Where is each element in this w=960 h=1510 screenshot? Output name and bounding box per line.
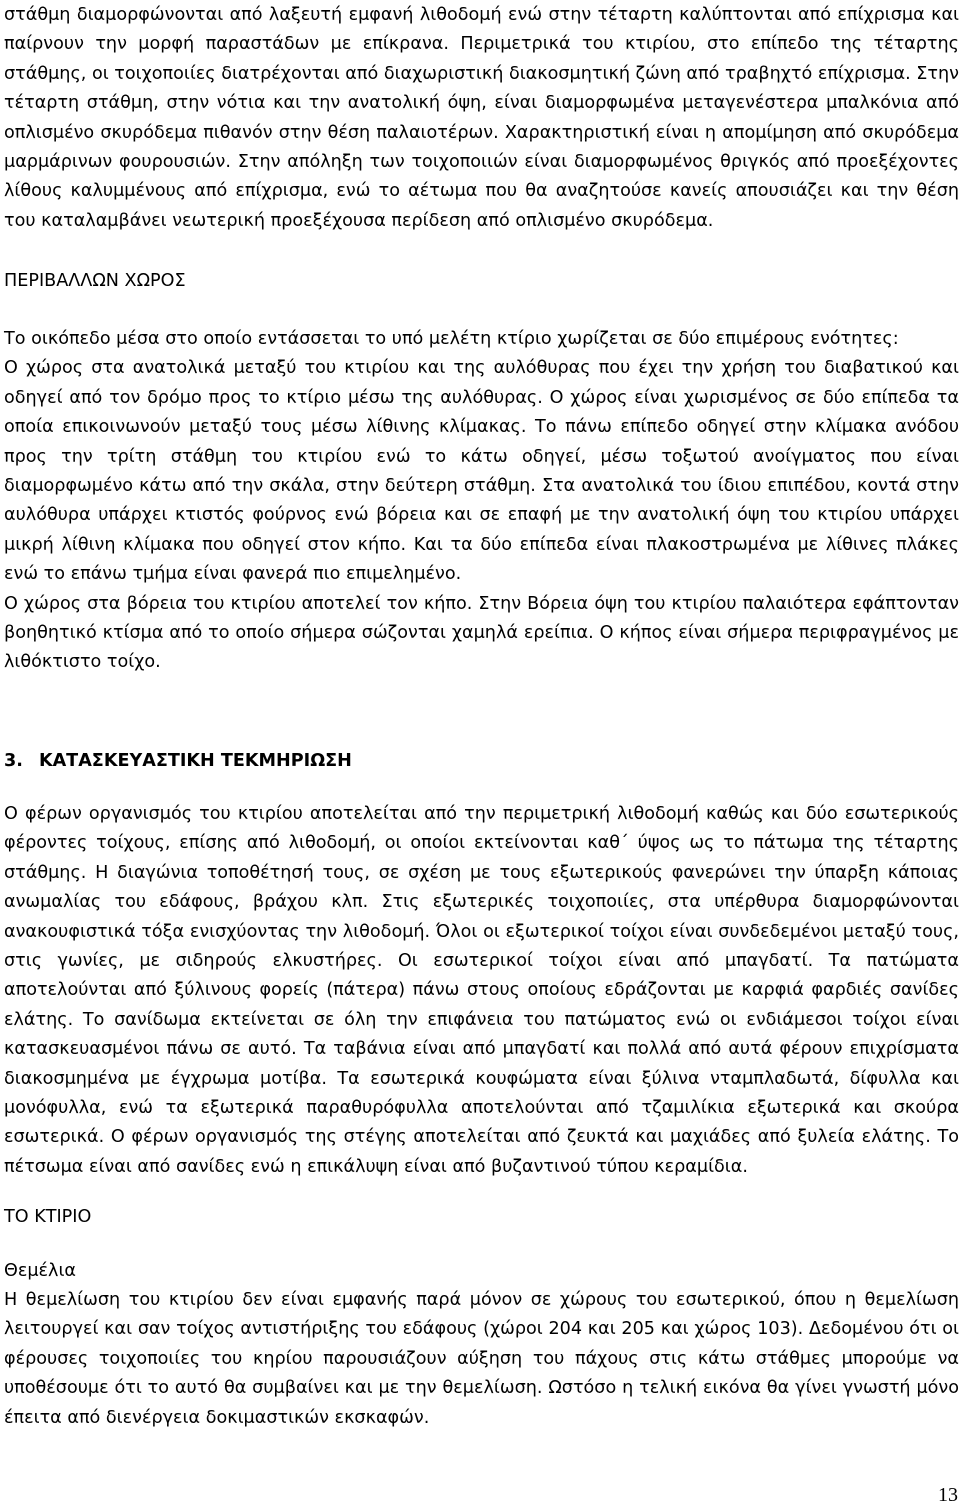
section-number: 3.: [4, 751, 23, 771]
foundations-subheading: Θεμέλια: [4, 1261, 77, 1281]
foundations-paragraph: [4, 1286, 959, 1433]
building-heading: ΤΟ ΚΤΙΡΙΟ: [4, 1207, 92, 1227]
environment-heading: ΠΕΡΙΒΑΛΛΩΝ ΧΩΡΟΣ: [4, 271, 186, 291]
paragraph-text: στάθμη διαμορφώνονται από λαξευτή εμφανή λιθοδομή ενώ στην τέταρτη καλύπτονται από επίχρισμα και παίρνουν την μορφή παραστάδων με επίκρανα. Περιμετρικά του κτιρίου, στο επίπεδο της τέταρτης στάθμης, οι τοιχοποιίες διατρέχονται από διαχωριστική διακοσμητική ζώνη από τραβηχτό επίχρισμα. Στην τέταρτη στάθμη, στην νότια και την ανατολική όψη, είναι διαμορφωμένα μεταγενέστερα μπαλκόνια από οπλισμένο σκυρόδεμα πιθανόν στην θέση παλαιοτέρων. Χαρακτηριστική είναι η απομίμηση από σκυρόδεμα μαρμάρινων φουρουσιών. Στην απόληξη των τοιχοποιιών είναι διαμορφωμένος θριγκός από προεξέχοντες λίθους καλυμμένους από επίχρισμα, ενώ το αέτωμα που θα αναζητούσε κανείς απουσιάζει και την θέση του καταλαμβάνει νεωτερική προεξέχουσα περίδεση από οπλισμένο σκυρόδεμα.: [4, 5, 959, 231]
page-number: 13: [938, 1484, 958, 1506]
construction-heading: [4, 747, 352, 776]
paragraph-text: Η θεμελίωση του κτιρίου δεν είναι εμφανής παρά μόνον σε χώρους του εσωτερικού, όπου η θεμελίωση λειτουργεί και σαν τοίχος αντιστήριξης του εδάφους (χώροι 204 και 205 και χώρος 103). Δεδομένου ότι οι φέρουσες τοιχοποιίες του κηρίου παρουσιάζουν αύξηση του πάχους στις κάτω στάθμες μπορούμε να υποθέσουμε ότι το αυτό θα συμβαίνει και με την θεμελίωση. Ωστόσο η τελική εικόνα θα γίνει γνωστή μόνο έπειτα από διενέργεια δοκιμαστικών εκσκαφών.: [4, 1290, 959, 1428]
paragraph-text: Ο φέρων οργανισμός του κτιρίου αποτελείται από την περιμετρική λιθοδομή καθώς και δύο εσωτερικούς φέροντες τοίχους, επίσης από λιθοδομή, οι οποίοι εκτείνονται καθ΄ ύψος ως το πάτωμα της τέταρτης στάθμης. Η διαγώνια τοποθέτησή τους, σε σχέση με τους εξωτερικούς φανερώνει την ύπαρξη κάποιας ανωμαλίας του εδάφους, βράχου κλπ. Στις εξωτερικές τοιχοποιίες, στα υπέρθυρα διαμορφώνονται ανακουφιστικά τόξα ενισχύοντας την λιθοδομή. Όλοι οι εξωτερικοί τοίχοι είναι συνδεδεμένοι μεταξύ τους, στις γωνίες, με σιδηρούς ελκυστήρες. Οι εσωτερικοί τοίχοι είναι από μπαγδατί. Τα πατώματα αποτελούνται από ξύλινους φορείς (πάτερα) πάνω στους οποίους εδράζονται με καρφιά φαρδιές σανίδες ελάτης. Το σανίδωμα εκτείνεται σε όλη την επιφάνεια του πατώματος ενώ οι ενδιάμεσοι τοίχοι είναι κατασκευασμένοι πάνω σε αυτό. Τα ταβάνια είναι από μπαγδατί και πολλά από αυτά φέρουν επιχρίσματα διακοσμημένα με έγχρωμα μοτίβα. Τα εσωτερικά κουφώματα είναι ξύλινα νταμπλαδωτά, δίφυλλα και μονόφυλλα, ενώ τα εξωτερικά παραθυρόφυλλα αποτελούνται από τζαμιλίκια εξωτερικά και σκούρα εσωτερικά. Ο φέρων οργανισμός της στέγης αποτελείται από ζευκτά και μαχιάδες από ξυλεία ελάτης. Το πέτσωμα είναι από σανίδες ενώ η επικάλυψη είναι από βυζαντινού τύπου κεραμίδια.: [4, 804, 959, 1177]
north-garden-paragraph: Ο χώρος στα βόρεια του κτιρίου αποτελεί τον κήπο. Στην Βόρεια όψη του κτιρίου παλαιότερα εφάπτονταν βοηθητικό κτίσμα από το οποίο σήμερα σώζονται χαμηλά ερείπια. Ο κήπος είναι σήμερα περιφραγμένος με λιθόκτιστο τοίχο.: [4, 593, 959, 673]
facade-description-paragraph: [4, 1, 959, 236]
east-yard-paragraph: Ο χώρος στα ανατολικά μεταξύ του κτιρίου και της αυλόθυρας που έχει την χρήση του διαβατικού και οδηγεί από τον δρόμο προς το κτίριο μέσω της αυλόθυρας. Ο χώρος είναι χωρισμένος σε δύο επίπεδα τα οποία επικοινωνούν μεταξύ τους μέσω λίθινης κλίμακας. Το πάνω επίπεδο οδηγεί στην κλίμακα ανόδου προς την τρίτη στάθμη του κτιρίου ενώ το κάτω οδηγεί, μέσω τοξωτού ανοίγματος που είναι διαμορφωμένο κάτω από την σκάλα, στην δεύτερη στάθμη. Στα ανατολικά του ίδιου επιπέδου, κοντά στην αυλόθυρα υπάρχει κτιστός φούρνος ενώ βόρεια και σε επαφή με την ανατολική όψη του κτιρίου υπάρχει μικρή λίθινη κλίμακα που οδηγεί στον κήπο. Και τα δύο επίπεδα είναι πλακοστρωμένα με λίθινες πλάκες ενώ το επάνω τμήμα είναι φανερά πιο επιμελημένο.: [4, 358, 959, 585]
construction-paragraph: [4, 800, 959, 1182]
section-title: ΚΑΤΑΣΚΕΥΑΣΤΙΚΗ ΤΕΚΜΗΡΙΩΣΗ: [38, 751, 352, 771]
environment-intro-paragraph: Το οικόπεδο μέσα στο οποίο εντάσσεται το υπό μελέτη κτίριο χωρίζεται σε δύο επιμέρους ενότητες:: [4, 329, 899, 349]
environment-section: [4, 325, 959, 678]
